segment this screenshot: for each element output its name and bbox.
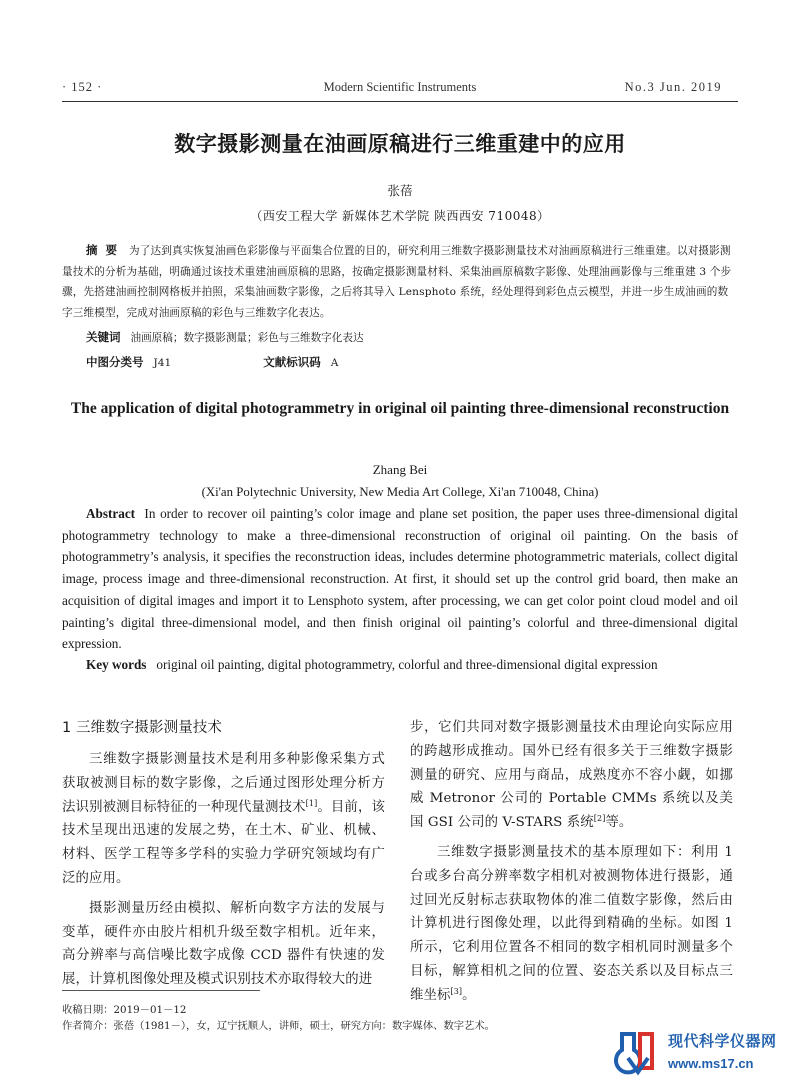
watermark-site-name: 现代科学仪器网 [668, 1032, 777, 1050]
classification-row [86, 354, 338, 370]
journal-name: Modern Scientific Instruments [323, 80, 477, 94]
abstract-chinese-text: 为了达到真实恢复油画色彩影像与平面集合位置的目的，研究利用三维数字摄影测量技术对油画原稿进行三维重建。以对摄影测量技术的分析为基础，明确通过该技术重建油画原稿的思路，按确定摄影测量材料、采集油画原稿数字影像、处理油画影像与三维重建 3 个步骤，先搭建油画控制网格板并拍照，采集油画数字影像，之后将其导入 Lensphoto 系统，经处理得到彩色点云模型，并进一步生成油画的数字三维模型，完成对油画原稿的彩色与三维数字化表达。 [62, 245, 732, 319]
author-chinese: 张蓓 [387, 183, 413, 198]
footnote-rule [62, 990, 260, 991]
issue-info: No.3 Jun. 2019 [624, 80, 722, 94]
abstract-english-label: Abstract [86, 506, 136, 521]
affiliation-english: (Xi'an Polytechnic University, New Media Art College, Xi'an 710048, China) [201, 485, 599, 499]
watermark-site-url: www.ms17.cn [668, 1056, 754, 1071]
citation-3: [3] [450, 986, 463, 996]
body-paragraph-1: 三维数字摄影测量技术是利用多种影像采集方式获取被测目标的数字影像，之后通过图形处理分析方法识别被测目标特征的一种现代量测技术[1]。目前，该技术呈现出迅速的发展之势，在土木、矿业、机械、材料、医学工程等多学科的实验力学研究领域均有广泛的应用。 [62, 752, 385, 886]
citation-2: [2] [593, 814, 606, 824]
body-paragraph-2-continued: 步，它们共同对数字摄影测量技术由理论向实际应用的跨越形成推动。国外已经有很多关于三维数字摄影测量的研究、应用与商品，成熟度亦不容小觑，如挪威 Metronor 公司的 Portable CMMs 系统以及美国 GSI 公司的 V-STARS 系统[2]等。 [410, 720, 733, 831]
body-paragraph-3: 三维数字摄影测量技术的基本原理如下：利用 1 台或多台高分辨率数字相机对被测物体进行摄影，通过回光反射标志获取物体的准二值数字影像，然后由计算机进行图像处理，以此得到精确的坐标。如图 1 所示，它利用位置各不相同的数字相机同时测量多个目标，解算相机之间的位置、姿态关系以及目标点三维坐标[3]。 [410, 844, 733, 1003]
watermark-logo-icon [614, 1028, 662, 1080]
keywords-chinese [86, 329, 364, 345]
page-number: · 152 · [62, 80, 103, 94]
doc-code-value: A [330, 357, 339, 369]
keywords-english [86, 657, 658, 673]
title-english: The application of digital photogrammetry in original oil painting three-dimensional reconstruction [70, 400, 730, 417]
abstract-english-text: In order to recover oil painting’s color image and plane set position, the paper uses three-dimensional digital photogrammetry technology to make a three-dimensional reconstruction of original oil painting. On the basis of photogrammetry’s analysis, it specifies the reconstruction ideas, includes determine photogrammetric materials, collect digital image, process image and three-dimensional reconstruction. At first, it should set up the control grid board, then make an acquisition of digital images and import it to Lensphoto system, after processing, we can get color point cloud model and oil painting’s digital three-dimensional model, and then finish original oil painting’s colorful and three-dimensional digital expression. [62, 506, 738, 652]
citation-1: [1] [305, 798, 318, 808]
author-english: Zhang Bei [372, 462, 428, 477]
affiliation-chinese: （西安工程大学 新媒体艺术学院 陕西西安 710048） [250, 209, 550, 223]
keywords-english-text: original oil painting, digital photogrammetry, colorful and three-dimensional digital expression [156, 657, 658, 672]
body-column-left [62, 716, 385, 992]
doc-code-label: 文献标识码 [263, 355, 321, 369]
site-watermark [614, 1026, 794, 1082]
body-column-right [410, 716, 733, 1008]
section-heading: 1 三维数字摄影测量技术 [62, 720, 223, 736]
abstract-chinese-label: 摘 要 [86, 243, 120, 257]
clc-label: 中图分类号 [86, 355, 144, 369]
keywords-chinese-text: 油画原稿；数字摄影测量；彩色与三维数字化表达 [130, 332, 364, 344]
keywords-english-label: Key words [86, 657, 147, 672]
author-bio: 作者简介：张蓓（1981－），女，辽宁抚顺人，讲师，硕士，研究方向：数字媒体、数字艺术。 [62, 1020, 495, 1032]
keywords-chinese-label: 关键词 [86, 330, 121, 344]
body-paragraph-2: 摄影测量历经由模拟、解析向数字方法的发展与变革，硬件亦由胶片相机升级至数字相机。近年来，高分辨率与高信噪比数字成像 CCD 器件有快速的发展，计算机图像处理及模式识别技术亦取得较大的进 [62, 900, 385, 988]
received-date: 收稿日期：2019－01－12 [62, 1004, 187, 1016]
abstract-chinese [62, 240, 734, 323]
clc-value: J41 [153, 357, 172, 369]
abstract-english [62, 503, 738, 655]
header-rule [62, 101, 738, 102]
title-chinese: 数字摄影测量在油画原稿进行三维重建中的应用 [174, 132, 626, 156]
